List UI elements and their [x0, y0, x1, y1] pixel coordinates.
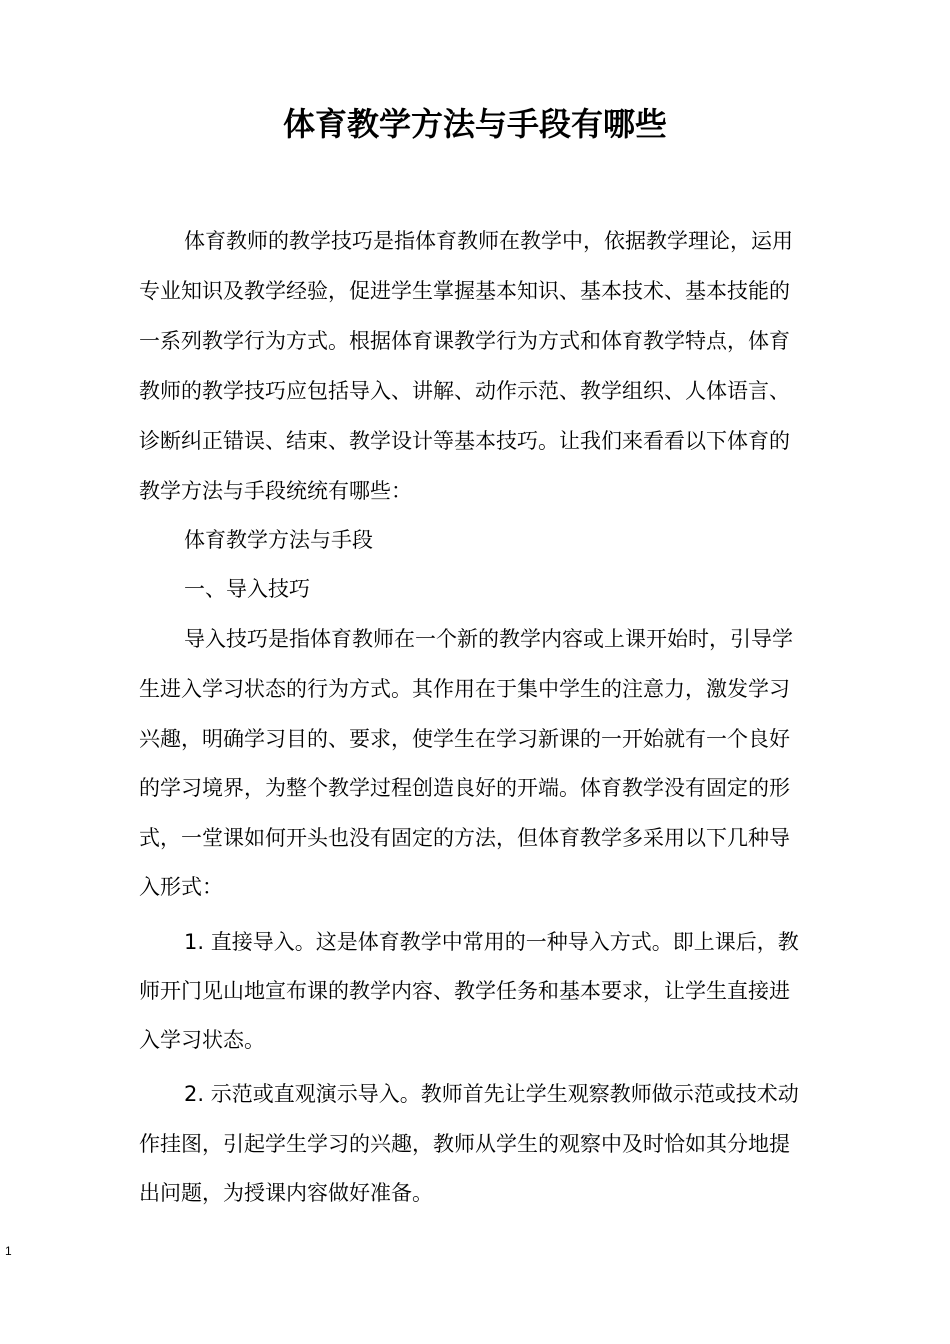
list-item-line: 1. 直接导入。这是体育教学中常用的一种导入方式。即上课后，教	[184, 930, 799, 954]
paragraph-line: 的学习境界，为整个教学过程创造良好的开端。体育教学没有固定的形	[139, 776, 790, 800]
paragraph-line: 导入技巧是指体育教师在一个新的教学内容或上课开始时，引导学	[184, 627, 793, 651]
subsection-heading: 一、导入技巧	[184, 577, 310, 601]
page-number: 1	[5, 1244, 12, 1258]
paragraph-line: 教学方法与手段统统有哪些：	[139, 479, 412, 503]
paragraph-line: 生进入学习状态的行为方式。其作用在于集中学生的注意力，激发学习	[139, 677, 790, 701]
list-item-line: 2. 示范或直观演示导入。教师首先让学生观察教师做示范或技术动	[184, 1082, 799, 1106]
list-item-line: 作挂图，引起学生学习的兴趣，教师从学生的观察中及时恰如其分地提	[139, 1132, 790, 1156]
paragraph-line: 一系列教学行为方式。根据体育课教学行为方式和体育教学特点，体育	[139, 329, 790, 353]
document-title: 体育教学方法与手段有哪些	[282, 105, 667, 143]
paragraph-line: 教师的教学技巧应包括导入、讲解、动作示范、教学组织、人体语言、	[139, 379, 790, 403]
paragraph-line: 兴趣，明确学习目的、要求，使学生在学习新课的一开始就有一个良好	[139, 727, 790, 751]
paragraph-line: 专业知识及教学经验，促进学生掌握基本知识、基本技术、基本技能的	[139, 279, 790, 303]
list-item-line: 入学习状态。	[139, 1028, 265, 1052]
section-heading: 体育教学方法与手段	[184, 528, 373, 552]
paragraph-line: 入形式：	[139, 875, 223, 899]
paragraph-line: 诊断纠正错误、结束、教学设计等基本技巧。让我们来看看以下体育的	[139, 429, 790, 453]
paragraph-line: 式，一堂课如何开头也没有固定的方法，但体育教学多采用以下几种导	[139, 826, 790, 850]
paragraph-line: 体育教师的教学技巧是指体育教师在教学中，依据教学理论，运用	[184, 229, 793, 253]
list-item-line: 出问题，为授课内容做好准备。	[139, 1181, 433, 1205]
list-item-line: 师开门见山地宣布课的教学内容、教学任务和基本要求，让学生直接进	[139, 979, 790, 1003]
